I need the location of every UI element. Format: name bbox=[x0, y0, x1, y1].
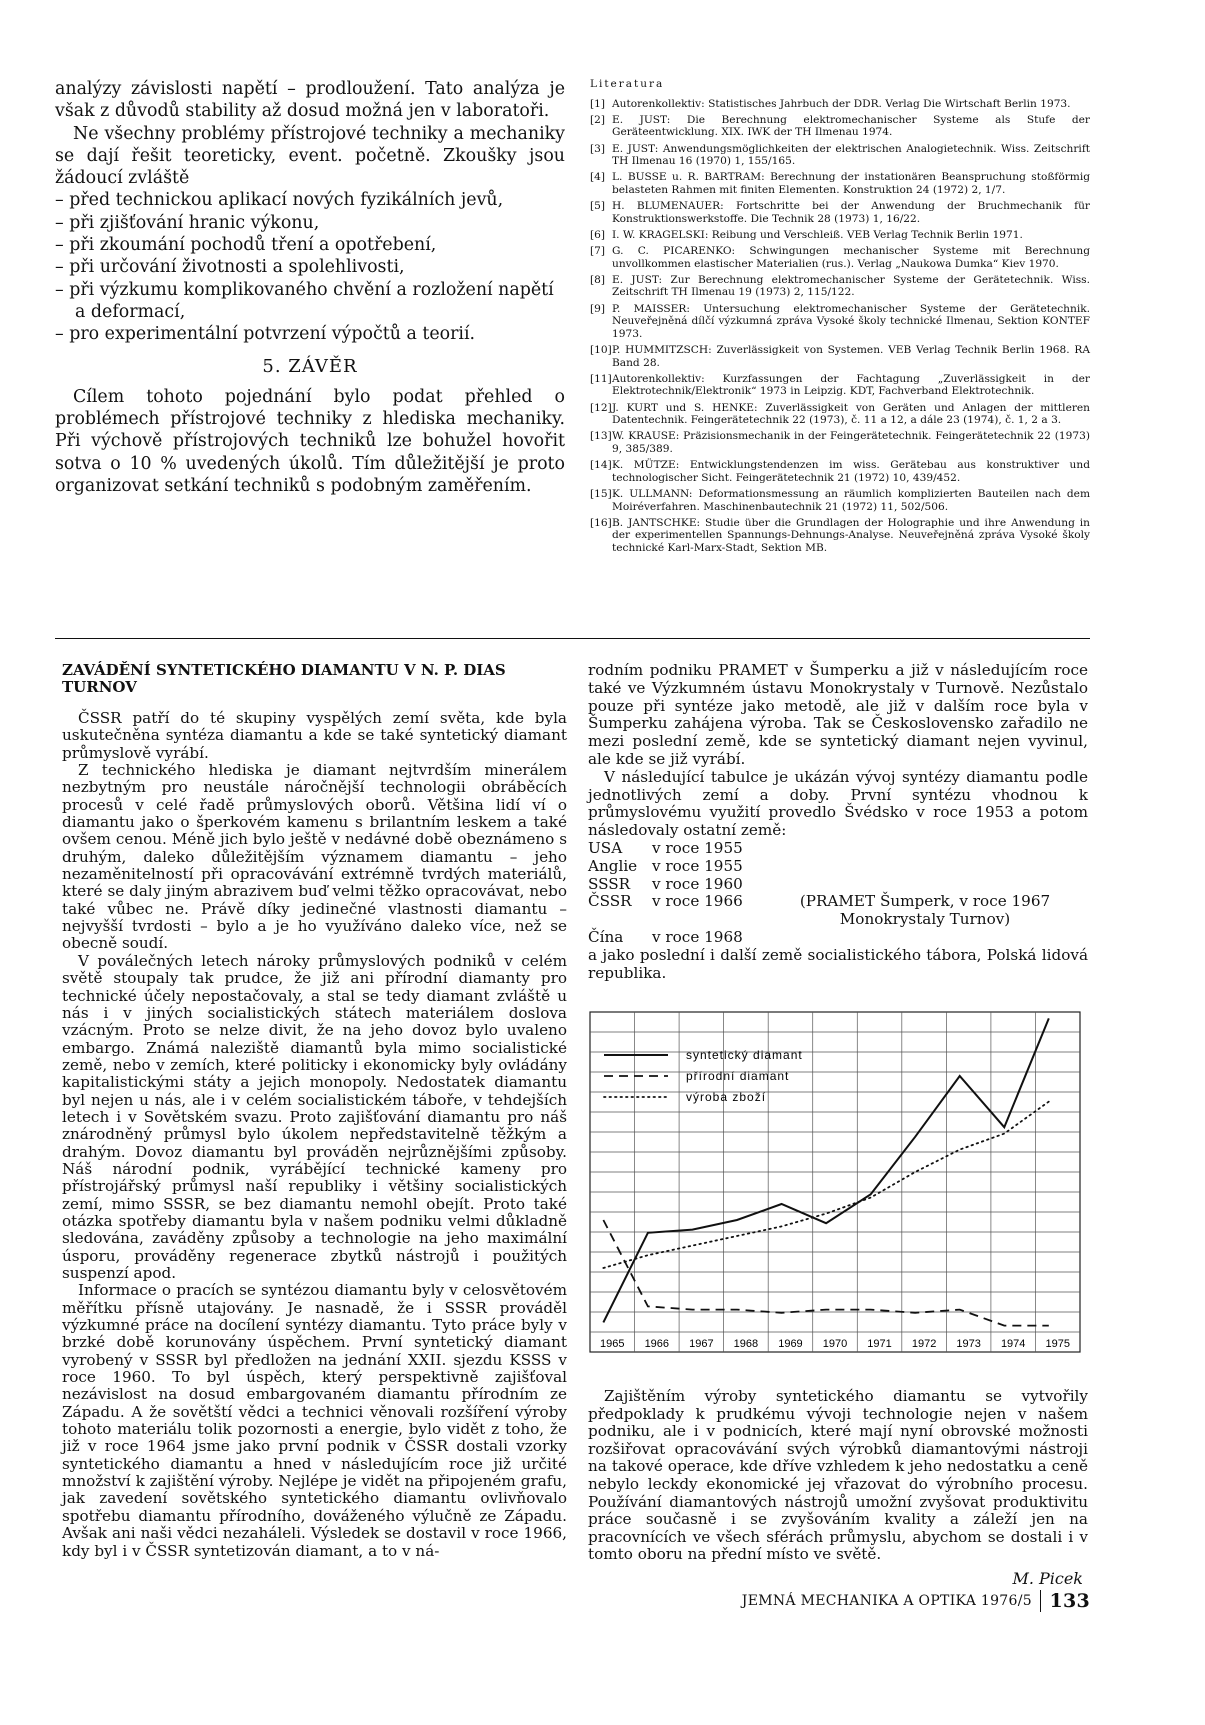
article-left-column bbox=[62, 662, 567, 1560]
reference-item: [1] Autorenkollektiv: Statistisches Jahrbuch der DDR. Verlag Die Wirtschaft Berlin 1973. bbox=[590, 97, 1071, 110]
journal-name: JEMNÁ MECHANIKA A OPTIKA 1976/5 bbox=[741, 1593, 1032, 1609]
series-line bbox=[603, 1102, 1048, 1268]
reference-item: [9] P. MAISSER: Untersuchung elektromechanischer Systeme der Gerätetechnik. Neuveřejněná dílčí výzkumná zpráva Vysoké školy technické Ilmenau, Sektion KONTEF 1973. bbox=[590, 302, 1090, 340]
x-tick-label: 1968 bbox=[733, 1338, 759, 1350]
reference-item: [6] I. W. KRAGELSKI: Reibung und Verschleiß. VEB Verlag Technik Berlin 1971. bbox=[590, 228, 1023, 241]
top-left-column bbox=[55, 78, 565, 497]
x-tick-label: 1974 bbox=[1000, 1338, 1026, 1350]
closing-section bbox=[588, 1388, 1088, 1588]
diamond-line-chart bbox=[588, 1010, 1088, 1372]
references-list bbox=[590, 78, 1090, 558]
paragraph: V následující tabulce je ukázán vývoj syntézy diamantu podle jednotlivých zemí a doby. První syntézu vhodnou k průmyslovému využití provedlo Švédsko v roce 1953 a potom následovaly ostatní země: bbox=[588, 767, 1088, 840]
x-tick-label: 1967 bbox=[689, 1338, 714, 1350]
x-tick-label: 1972 bbox=[911, 1338, 937, 1350]
page-footer bbox=[742, 1590, 1090, 1612]
year-row: ČSSR v roce 1966 (PRAMET Šumperk, v roce 1967 Monokrystaly Turnov) bbox=[588, 892, 1051, 929]
article-title: ZAVÁDĚNÍ SYNTETICKÉHO DIAMANTU V N. P. DIAS TURNOV bbox=[62, 661, 506, 696]
x-tick-label: 1971 bbox=[867, 1338, 892, 1350]
paragraph: Cílem tohoto pojednání bylo podat přehled o problémech přístrojové techniky z hlediska mechaniky. Při výchově přístrojových techniků lze bohužel hovořit sotva o 10 % uvedených úkolů. Tím důležitější je proto organizovat setkání techniků s podobným zaměřením. bbox=[55, 386, 565, 497]
paragraph: rodním podniku PRAMET v Šumperku a již v následujícím roce také ve Výzkumném ústavu Monokrystaly v Turnově. Nezůstalo pouze při syntéze jako metodě, ale již v dalším roce byla v Šumperku zahájena výroba. Tak se Československo zařadilo ne mezi poslední země, kde se syntetický diamant nejen vyvinul, ale kde se již vyrábí. bbox=[588, 661, 1088, 768]
reference-item: [8] E. JUST: Zur Berechnung elektromechanischer Systeme der Gerätetechnik. Wiss. Zeitschrift TH Ilmenau 19 (1973) 2, 115/122. bbox=[590, 273, 1090, 299]
paragraph: Z technického hlediska je diamant nejtvrdším minerálem nezbytným pro neustále náročnější technologii obráběcích procesů v celé řadě průmyslových oborů. Většina lidí ví o diamantu jako o šperkovém kamenu s brilantním leskem a také ovšem cenou. Méně jich bylo ještě v nedávné době obeznámeno s druhým, daleko důležitějším významem diamantu – jeho nezaměnitelností při opracovávání extrémně tvrdých materiálů, které se daly jiným abrazivem buď velmi těžko opracovávat, nebo také vůbec ne. Právě díky jedinečné vlastnosti diamantu – nejvyšší tvrdosti – bylo a je ho využíváno daleko více, než se obecně soudí. bbox=[62, 761, 567, 953]
x-tick-label: 1966 bbox=[644, 1338, 670, 1350]
paragraph: analýzy závislosti napětí – prodloužení. Tato analýza je však z důvodů stability až dosud možná jen v laboratoři. bbox=[55, 79, 565, 122]
paragraph: a jako poslední i další země socialistického tábora, Polská lidová republika. bbox=[588, 945, 1088, 982]
reference-item: [3] E. JUST: Anwendungsmöglichkeiten der elektrischen Analogietechnik. Wiss. Zeitschrift TH Ilmenau 16 (1970) 1, 155/165. bbox=[590, 142, 1090, 168]
series-line bbox=[603, 1220, 1048, 1326]
legend-label: syntetický diamant bbox=[686, 1048, 803, 1062]
reference-item: [16] B. JANTSCHKE: Studie über die Grundlagen der Holographie und ihre Anwendung in der experimentellen Spannungs-Dehnungs-Analyse. Neuveřejněná zpráva Vysoké školy technické Karl-Marx-Stadt, Sektion MB. bbox=[590, 516, 1090, 554]
reference-item: [4] L. BUSSE u. R. BARTRAM: Berechnung der instationären Beanspruchung stoßförmig belasteten Rahmen mit finiten Elementen. Konstruktion 24 (1972) 2, 1/7. bbox=[590, 171, 1090, 196]
legend-label: výroba zboží bbox=[686, 1090, 767, 1104]
page-number: 133 bbox=[1049, 1590, 1090, 1612]
section-divider bbox=[55, 638, 1090, 639]
section-heading: 5. ZÁVĚR bbox=[262, 355, 358, 377]
reference-item: [5] H. BLUMENAUER: Fortschritte bei der Anwendung der Bruchmechanik für Konstruktionswerkstoffe. Die Technik 28 (1973) 1, 16/22. bbox=[590, 200, 1090, 225]
reference-item: [14] K. MÜTZE: Entwicklungstendenzen im wiss. Gerätebau aus konstruktiver und technologischer Sicht. Feingerätetechnik 21 (1972) 10, 439/452. bbox=[590, 459, 1090, 484]
references-heading: Literatura bbox=[590, 78, 665, 90]
divider bbox=[1040, 1590, 1042, 1612]
paragraph: ČSSR patří do té skupiny vyspělých zemí světa, kde byla uskutečněna syntéza diamantu a kde se také syntetický diamant průmyslově vyrábí. bbox=[62, 709, 567, 762]
reference-item: [11] Autorenkollektiv: Kurzfassungen der Fachtagung „Zuverlässigkeit in der Elektrotechnik/Elektronik“ 1973 in Leipzig. KDT, Fachverband Elektrotechnik. bbox=[590, 372, 1090, 398]
series-line bbox=[603, 1018, 1048, 1322]
year-row: Čína v roce 1968 bbox=[588, 927, 743, 946]
paragraph: Ne všechny problémy přístrojové techniky a mechaniky se dají řešit teoreticky, event. početně. Zkoušky jsou žádoucí zvláště bbox=[55, 123, 565, 189]
year-row: Anglie v roce 1955 bbox=[588, 856, 743, 875]
paragraph: Informace o pracích se syntézou diamantu byly v celosvětovém měřítku přísně utajovány. Je nasnadě, že i SSSR prováděl výzkumné práce na docílení syntézy diamantu. Tyto práce byly v brzké době korunovány úspěchem. První syntetický diamant vyrobený v SSSR byl předložen na jednání XXII. sjezdu KSSS v roce 1960. To byl úspěch, který perspektivně zajišťoval nezávislost na dosud embargovaném diamantu přírodním ze Západu. A že sovětští vědci a technici věnovali rozšíření výroby tohoto materiálu tolik pozornosti a energie, bylo vidět z toho, že již v roce 1964 jsme jako první podnik v ČSSR dostali vzorky syntetického diamantu a hned v následujícím roce již určité množství k zajištění výroby. Nejlépe je vidět na připojeném grafu, jak zavedení sovětského syntetického diamantu ovlivňovalo spotřebu diamantu přírodního, dováženého výlučně ze Západu. Avšak ani naši vědci nezaháleli. Výsledek se dostavil v roce 1966, kdy byl i v ČSSR syntetizován diamant, a to v ná- bbox=[62, 1281, 567, 1560]
x-tick-label: 1975 bbox=[1045, 1338, 1070, 1350]
list-item: – před technickou aplikací nových fyzikálních jevů, bbox=[55, 190, 504, 211]
year-row: SSSR v roce 1960 bbox=[588, 874, 743, 893]
x-tick-label: 1970 bbox=[822, 1338, 848, 1350]
reference-item: [12] J. KURT und S. HENKE: Zuverlässigkeit von Geräten und Anlagen der mittleren Datentechnik. Feingerätetechnik 22 (1973), č. 11 a 12, a dále 23 (1974), č. 1, 2 a 3. bbox=[590, 401, 1090, 427]
reference-item: [2] E. JUST: Die Berechnung elektromechanischer Systeme als Stufe der Geräteentwicklung. XIX. IWK der TH Ilmenau 1974. bbox=[590, 113, 1090, 139]
reference-item: [10] P. HUMMITZSCH: Zuverlässigkeit von Systemen. VEB Verlag Technik Berlin 1968. RA Band 28. bbox=[590, 344, 1090, 369]
list-item: – při zkoumání pochodů tření a opotřebení, bbox=[55, 235, 437, 256]
article-right-column bbox=[588, 662, 1088, 982]
legend-label: přírodní diamant bbox=[686, 1069, 790, 1083]
author: M. Picek bbox=[1012, 1568, 1083, 1588]
x-tick-label: 1965 bbox=[600, 1338, 625, 1350]
chart-frame bbox=[590, 1012, 1080, 1352]
paragraph: V poválečných letech nároky průmyslových podniků v celém světě stoupaly tak prudce, že již ani přírodní diamanty pro technické účely nepostačovaly, a stal se tedy diamant zvláště u nás i v jiných socialistických státech materiálem doslova vzácným. Proto se nelze divit, že na jeho dovoz bylo uvaleno embargo. Známá naleziště diamantů byla mimo socialistické země, nebo v zemích, které politicky i ekonomicky byly ovládány kapitalistickými státy a jejich monopoly. Nedostatek diamantu byl nejen u nás, ale i v celém socialistickém táboře, v tehdejších letech i v Sovětském svazu. Proto zajišťování diamantu pro náš znárodněný průmysl bylo úkolem nepředstavitelně těžkým a drahým. Dovoz diamantu byl prováděn nejrůznějšími způsoby. Náš národní podnik, vyrábějící technické kameny pro přístrojářský průmysl naší republiky i většiny socialistických zemí, mimo SSSR, se bez diamantu nemohl obejít. Proto také otázka spotřeby diamantu byla v našem podniku velmi důkladně sledována, zaváděny způsoby a technologie na jeho maximální úsporu, prováděny regenerace zbytků nástrojů i použitých suspenzí apod. bbox=[62, 951, 567, 1282]
paragraph: Zajištěním výroby syntetického diamantu se vytvořily předpoklady k prudkému vývoji technologie nejen v našem podniku, ale i v podnicích, které mají nyní obrovské možnosti rozšiřovat opracovávání svých výrobků diamantovými nástroji na takové operace, kde dříve vzhledem k jeho nedostatku a ceně nebylo leckdy ekonomické jej vřazovat do výrobního procesu. Používání diamantových nástrojů umožní zvyšovat produktivitu práce současně i se zvyšováním kvality a záleží jen na pracovnících ve všech sférách průmyslu, abychom se dostali i v tomto oboru na přední místo ve světě. bbox=[588, 1387, 1088, 1564]
reference-item: [7] G. C. PICARENKO: Schwingungen mechanischer Systeme mit Berechnung unvollkommen elastischer Materialien (rus.). Verlag „Naukowa Dumka“ Kiev 1970. bbox=[590, 245, 1090, 270]
year-row: USA v roce 1955 bbox=[588, 838, 743, 857]
x-tick-label: 1973 bbox=[956, 1338, 981, 1350]
list-item: – při zjišťování hranic výkonu, bbox=[55, 212, 320, 233]
list-item: – pro experimentální potvrzení výpočtů a teorií. bbox=[55, 324, 476, 345]
list-item: – při určování životnosti a spolehlivosti, bbox=[55, 257, 405, 278]
list-item: – při výzkumu komplikovaného chvění a rozložení napětí a deformací, bbox=[55, 279, 554, 322]
bullet-list bbox=[55, 189, 565, 345]
reference-item: [13] W. KRAUSE: Präzisionsmechanik in der Feingerätetechnik. Feingerätetechnik 22 (1973) 9, 385/389. bbox=[590, 430, 1090, 455]
reference-item: [15] K. ULLMANN: Deformationsmessung an räumlich komplizierten Bauteilen nach dem Moiréverfahren. Maschinenbautechnik 21 (1972) 11, 502/506. bbox=[590, 487, 1090, 513]
x-tick-label: 1969 bbox=[778, 1338, 803, 1350]
year-list bbox=[588, 840, 1088, 947]
